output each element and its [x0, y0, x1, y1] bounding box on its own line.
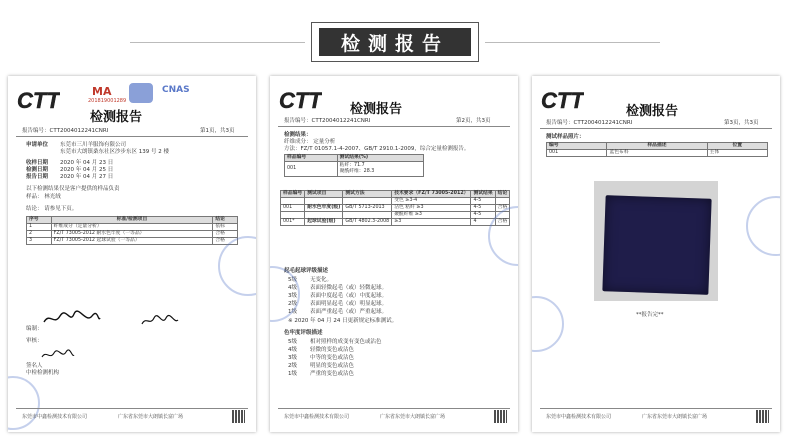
scale-grade: 4级 [288, 285, 297, 291]
ctt-logo [16, 87, 60, 113]
official-seal-icon [746, 196, 780, 256]
table-cell: ≥3 [392, 219, 471, 226]
table-cell [281, 198, 305, 205]
ma-number: 201819001289 [88, 98, 127, 104]
table-cell: 4-5 [471, 198, 495, 205]
fabric-sample-image [602, 195, 711, 295]
title-rule [278, 126, 510, 127]
report-title: 检测报告 [90, 110, 143, 125]
table-cell: 聚酰纤维 ≥3 [392, 212, 471, 219]
table-row [285, 162, 424, 177]
column-header: 结论 [495, 191, 510, 198]
table-cell: 合格 [495, 219, 510, 226]
title-rule [540, 128, 772, 129]
table-cell: 001* [281, 219, 305, 226]
column-header: 标准/检测项目 [51, 217, 213, 224]
table-cell: FZ/T 73005-2012 耐水色牢度（一等品） [51, 231, 213, 238]
official-seal-icon [532, 296, 564, 352]
compiler-label: 编制： [26, 326, 43, 332]
section-title: 测试样品照片： [546, 134, 585, 140]
table-row [281, 212, 510, 219]
table-header-row [27, 217, 238, 224]
table-cell: 合格 [213, 238, 238, 245]
scale-desc: 表面轻微起毛（或）轻微起球。 [310, 285, 388, 291]
scale-desc: 无变化。 [310, 277, 333, 283]
scale-desc: 相对照样的成变有变色或沾色 [310, 339, 382, 345]
scale-grade: 1级 [288, 309, 297, 315]
info-label: 申请单位 [26, 142, 49, 148]
table-cell: 1 [27, 224, 52, 231]
info-value: 东莞市大朗镇桑东社区沙步东区 139 号 2 楼 [60, 149, 169, 155]
footer-address: 广东省东莞市大朗镇长富广场 [642, 414, 708, 420]
svg-text:CTT: CTT [279, 88, 322, 113]
table-header-row [281, 191, 510, 198]
cnas-badge: CNAS [162, 85, 190, 95]
table-cell: 4 [471, 219, 495, 226]
report-title: 检测报告 [626, 104, 679, 119]
section-title: 检测结果： [284, 132, 312, 138]
scale-grade: 1级 [288, 371, 297, 377]
summary-table [26, 216, 238, 245]
report-number: 报告编号：CTT2004012241CNRI [546, 120, 633, 126]
svg-text:CTT: CTT [17, 88, 60, 113]
reviewer-label: 审核： [26, 338, 43, 344]
table-cell: 变色 ≥3-4 [392, 198, 471, 205]
scale-desc: 表面严重起毛（或）严重起球。 [310, 309, 388, 315]
scale-desc: 中等的变色或沾色 [310, 355, 355, 361]
table-cell [343, 212, 392, 219]
column-header: 样品编号 [281, 191, 305, 198]
scale-desc: 严重的变色或沾色 [310, 371, 355, 377]
table-cell [305, 212, 343, 219]
fiber-value: 聚酰纤维：28.3 [339, 169, 375, 174]
column-header: 序号 [27, 217, 52, 224]
table-cell: 起球试验(级) [305, 219, 343, 226]
table-row [547, 150, 768, 157]
page-number: 第3页，共3页 [724, 120, 759, 126]
table-header-row [547, 143, 768, 150]
table-cell: 4-5 [471, 205, 495, 212]
fiber-standard: 方法：FZ/T 01057.1-4-2007、GB/T 2910.1-2009，综合定量检测报告。 [284, 146, 470, 152]
table-row [281, 219, 510, 226]
table-cell [337, 162, 423, 177]
handwritten-signature [42, 310, 102, 328]
ilac-seal-icon [129, 83, 153, 103]
signer-name: 签名人 [26, 363, 43, 369]
table-cell [495, 198, 510, 205]
scale-desc: 表面中度起毛（或）中度起球。 [310, 293, 388, 299]
footer-company: 东莞市中鑫检测技术有限公司 [546, 414, 612, 420]
footer-company: 东莞市中鑫检测技术有限公司 [22, 414, 88, 420]
fiber-table [284, 154, 424, 177]
column-header: 样品编号 [285, 155, 338, 162]
official-seal-icon [8, 376, 40, 430]
footer-address: 广东省东莞市大朗镇长富广场 [118, 414, 184, 420]
header-divider-left [130, 42, 305, 43]
qr-code-icon [494, 410, 507, 423]
footer-rule [540, 408, 772, 409]
table-cell: 001 [547, 150, 607, 157]
table-cell: GB/T 5713-2013 [343, 205, 392, 212]
table-cell: FZ/T 73005-2012 起球试验（一等品） [51, 238, 213, 245]
scale-grade: 2级 [288, 301, 297, 307]
column-header: 测试项目 [305, 191, 343, 198]
fiber-value: 粘纤：71.7 [339, 163, 365, 168]
pilling-scale-title: 起毛起球评级描述 [284, 268, 329, 274]
signer-title: 中检检测机构 [26, 370, 60, 376]
footer-company: 东莞市中鑫检测技术有限公司 [284, 414, 350, 420]
table-row [281, 198, 510, 205]
handwritten-signature [140, 314, 180, 328]
report-page-1 [8, 76, 256, 432]
table-cell [281, 212, 305, 219]
scale-grade: 3级 [288, 293, 297, 299]
table-cell [305, 198, 343, 205]
scale-desc: 表面明显起毛（或）明显起球。 [310, 301, 388, 307]
table-cell: 依标 [213, 224, 238, 231]
page-number: 第1页，共3页 [200, 128, 235, 134]
disclaimer-note: 以下检测结果仅是客户提供的样品负责 [26, 186, 120, 192]
column-header: 位置 [707, 143, 767, 150]
update-note: ※ 2020 年 04 月 24 日更新规定标准测试。 [288, 318, 398, 324]
table-cell: 001 [281, 205, 305, 212]
table-cell: 主体 [707, 150, 767, 157]
column-header: 编号 [547, 143, 607, 150]
results-table [280, 190, 510, 226]
qr-code-icon [756, 410, 769, 423]
footer-address: 广东省东莞市大朗镇长富广场 [380, 414, 446, 420]
sample-name: 样品： 林光绒 [26, 194, 61, 200]
table-cell: 纤维成分（定量分析） [51, 224, 213, 231]
table-cell: 耐水色牢度(级) [305, 205, 343, 212]
scale-grade: 2级 [288, 363, 297, 369]
table-row [27, 238, 238, 245]
scale-desc: 明显的变色或沾色 [310, 363, 355, 369]
page-number: 第2页，共3页 [456, 118, 491, 124]
table-cell: 2 [27, 231, 52, 238]
sample-photo [594, 181, 718, 301]
page-header [311, 22, 479, 62]
ma-badge: MA [92, 85, 112, 98]
table-row [281, 205, 510, 212]
info-value: 2020 年 04 月 23 日 [60, 160, 114, 166]
table-cell [343, 198, 392, 205]
column-header: 测试结果 [471, 191, 495, 198]
report-title: 检测报告 [350, 102, 403, 117]
footer-rule [16, 408, 248, 409]
report-page-2 [270, 76, 518, 432]
official-seal-icon [218, 236, 256, 296]
report-page-3 [532, 76, 780, 432]
table-row [27, 231, 238, 238]
scale-grade: 4级 [288, 347, 297, 353]
header-divider-right [485, 42, 660, 43]
qr-code-icon [232, 410, 245, 423]
scale-grade: 5级 [288, 339, 297, 345]
column-header: 样品描述 [607, 143, 707, 150]
color-scale-title: 色牢度评级描述 [284, 330, 323, 336]
table-cell: 3 [27, 238, 52, 245]
table-cell: 合格 [495, 205, 510, 212]
scale-desc: 轻微的变色或沾色 [310, 347, 355, 353]
scale-grade: 5级 [288, 277, 297, 283]
column-header: 技术要求（FZ/T 73005-2012） [392, 191, 471, 198]
fiber-method: 纤维成分： 定量分析 [284, 139, 336, 145]
footer-rule [278, 408, 510, 409]
column-header: 测试方法 [343, 191, 392, 198]
table-cell: 合格 [213, 231, 238, 238]
table-cell: 蓝色布料 [607, 150, 707, 157]
table-cell: 沾色 粘纤 ≥3 [392, 205, 471, 212]
column-header: 结论 [213, 217, 238, 224]
scale-grade: 3级 [288, 355, 297, 361]
info-value: 2020 年 04 月 25 日 [60, 167, 114, 173]
table-row [27, 224, 238, 231]
end-of-report: **报告完** [636, 312, 664, 318]
svg-text:CTT: CTT [541, 88, 584, 113]
page-title: 检测报告 [319, 28, 471, 56]
info-value: 东莞市三川羊服饰有限公司 [60, 142, 127, 148]
table-cell: 001 [285, 162, 338, 177]
sample-table [546, 142, 768, 157]
ctt-logo [278, 87, 322, 113]
info-value: 2020 年 04 月 27 日 [60, 174, 114, 180]
conclusion-text: 结论： 请参见下页。 [26, 206, 78, 212]
table-cell: 4-5 [471, 212, 495, 219]
column-header: 测试结果(%) [337, 155, 423, 162]
info-label: 检测日期 [26, 167, 49, 173]
handwritten-signature [40, 348, 76, 362]
table-cell: GB/T 4802.3-2008 [343, 219, 392, 226]
table-header-row [285, 155, 424, 162]
info-label: 收样日期 [26, 160, 49, 166]
info-label: 报告日期 [26, 174, 49, 180]
ctt-logo [540, 87, 584, 113]
report-number: 报告编号：CTT2004012241CNRI [284, 118, 371, 124]
report-number: 报告编号：CTT2004012241CNRI [22, 128, 109, 134]
title-rule [16, 136, 248, 137]
